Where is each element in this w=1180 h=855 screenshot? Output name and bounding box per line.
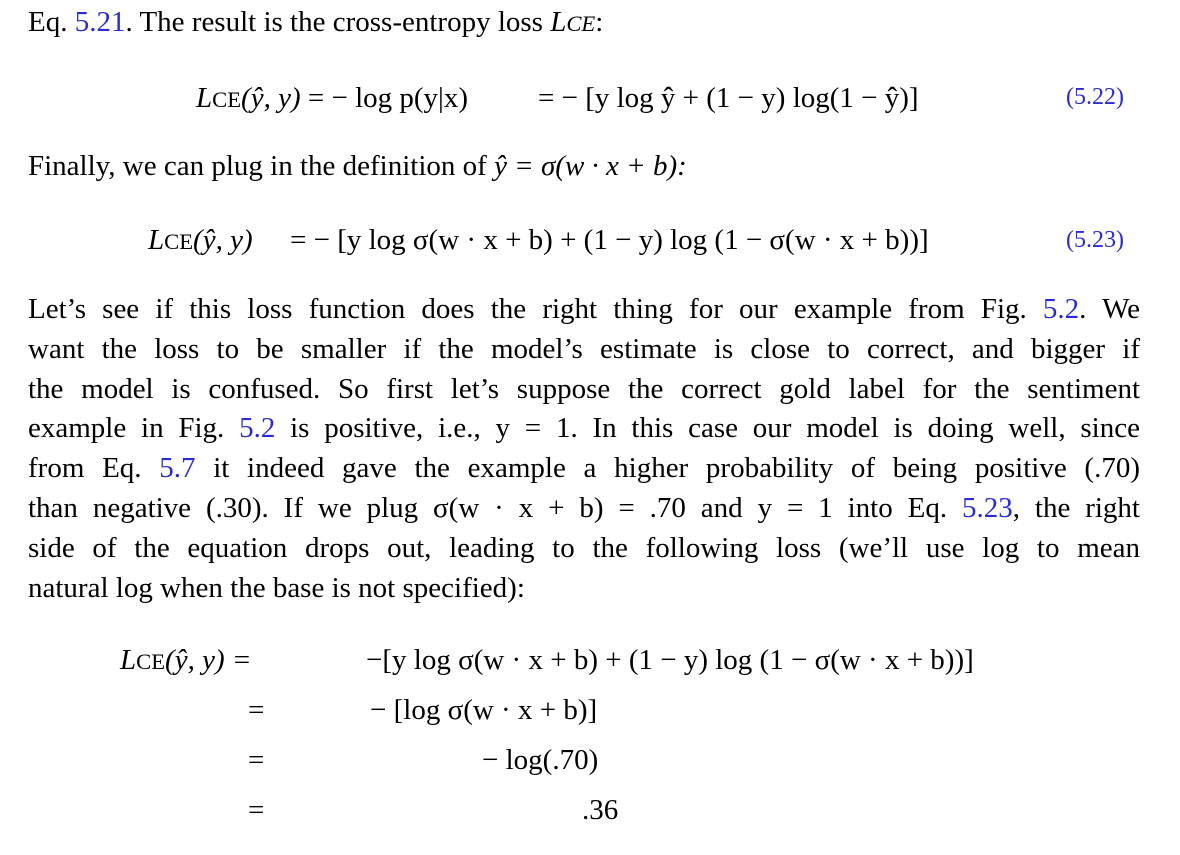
ref-fig-5-2-b[interactable]: 5.2 [239,412,276,445]
para-line-5: from Eq. 5.7 it indeed gave the example a higher probability of being positive (.70) [28,452,1140,485]
eq-5-22-rhs: = − [y log ŷ + (1 − y) log(1 − ŷ)] [538,82,919,114]
derivation-l: L [120,644,137,676]
derivation-sub: CE [136,649,166,674]
body-paragraph [28,290,1140,608]
intro-lce: LCE [550,6,596,38]
eq-5-22-mid: = − log p(y|x) [307,82,468,114]
para-line-7: side of the equation drops out, leading to the following loss (we’ll use log to mean [28,531,1140,564]
ref-fig-5-2[interactable]: 5.2 [1042,293,1080,325]
finally-prefix: Finally, we can plug in the definition of [28,150,495,182]
para-line-1: Let’s see if this loss function does the right thing for our example from Fig. 5.2. We [28,293,1140,325]
finally-expr: ŷ = σ(w · x + b): [494,150,687,182]
derivation-row-4: .36 [582,794,619,826]
eq-5-22-number: (5.22) [1066,84,1124,110]
ref-eq-5-21[interactable]: 5.21 [74,6,126,38]
ref-eq-5-7[interactable]: 5.7 [159,452,196,485]
eq-5-23-sub: CE [164,229,194,254]
eq-5-23-lhs [148,222,253,260]
eq-5-22-lhs [196,80,468,118]
para-line-4: example in Fig. 5.2 is positive, i.e., y = 1. In this case our model is doing well, since [28,412,1140,445]
finally-line [28,148,687,184]
intro-line: Eq. 5.21. The result is the cross-entropy loss LCE: [28,6,604,38]
derivation-lhs [120,642,251,680]
intro-prefix: Eq. [28,6,75,38]
ref-eq-5-23[interactable]: 5.23 [962,491,1013,524]
derivation-eq-4: = [248,794,265,826]
eq-5-22-args: (ŷ, y) [241,82,301,114]
derivation-eq-3: = [248,744,265,776]
derivation-row-3: − log(.70) [482,744,599,776]
eq-5-23-l: L [148,224,165,256]
intro-suffix: . The result is the cross-entropy loss [125,6,551,38]
eq-5-22-l: L [196,82,213,114]
eq-5-22-sub: CE [212,87,242,112]
eq-5-23-args: (ŷ, y) [193,224,253,256]
para-line-6: than negative (.30). If we plug σ(w · x + b) = .70 and y = 1 into Eq. 5.23, the right [28,491,1140,524]
eq-5-23-rhs: = − [y log σ(w · x + b) + (1 − y) log (1 − σ(w · x + b))] [290,224,929,256]
derivation-row-1: −[y log σ(w · x + b) + (1 − y) log (1 − σ(w · x + b))] [366,644,974,676]
derivation-args: (ŷ, y) = [165,644,252,676]
para-line-8: natural log when the base is not specified): [28,571,525,604]
para-line-2: want the loss to be smaller if the model’s estimate is close to correct, and bigger if [28,332,1140,365]
eq-5-23-number: (5.23) [1066,227,1124,253]
para-line-3: the model is confused. So first let’s suppose the correct gold label for the sentiment [28,372,1140,405]
derivation-row-2: − [log σ(w · x + b)] [370,694,598,726]
derivation-eq-2: = [248,694,265,726]
